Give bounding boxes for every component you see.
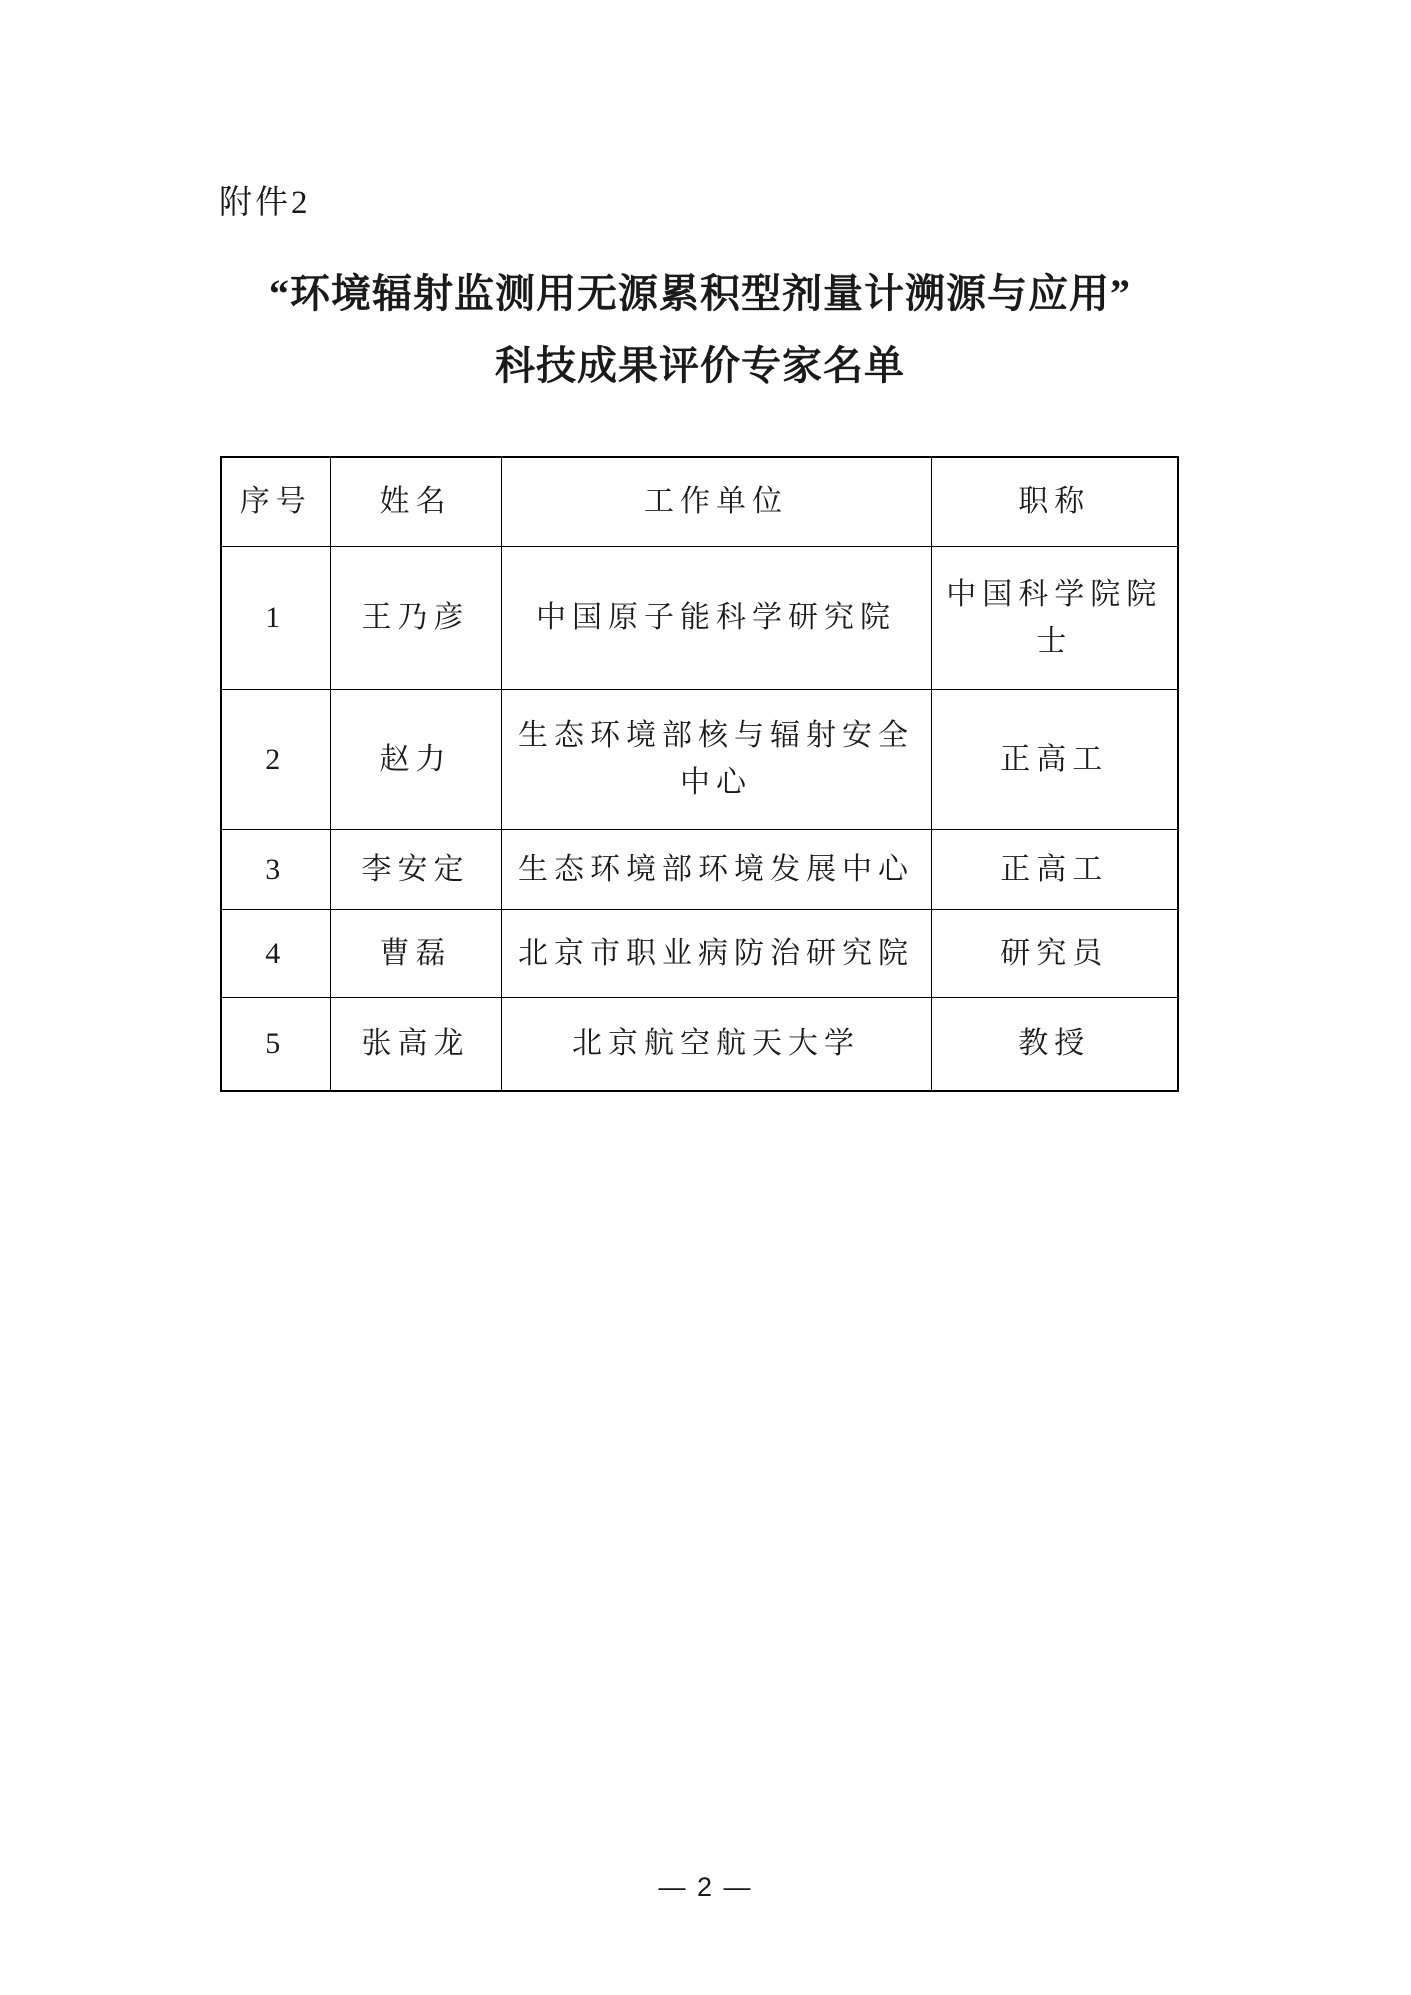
cell-name: 张高龙 (330, 997, 501, 1091)
table-row (221, 829, 1178, 909)
cell-title: 教授 (931, 997, 1178, 1091)
cell-organization: 中国原子能科学研究院 (501, 546, 931, 689)
cell-index: 3 (221, 829, 330, 909)
cell-index: 4 (221, 909, 330, 997)
attachment-label: 附件2 (219, 185, 311, 221)
cell-organization: 生态环境部核与辐射安全中心 (501, 689, 931, 829)
cell-organization: 生态环境部环境发展中心 (501, 829, 931, 909)
table-row (221, 909, 1178, 997)
document-title-line2: 科技成果评价专家名单 (495, 343, 905, 388)
header-index: 序号 (221, 457, 330, 546)
cell-name: 赵力 (330, 689, 501, 829)
document-title-line1: “环境辐射监测用无源累积型剂量计溯源与应用” (269, 271, 1131, 316)
cell-name: 王乃彦 (330, 546, 501, 689)
cell-name: 曹磊 (330, 909, 501, 997)
page-number: — 2 — (658, 1872, 753, 1902)
cell-title: 中国科学院院士 (931, 546, 1178, 689)
header-organization: 工作单位 (501, 457, 931, 546)
cell-organization: 北京市职业病防治研究院 (501, 909, 931, 997)
table-row (221, 689, 1178, 829)
table-header-row (221, 457, 1178, 546)
document-title (150, 258, 1250, 402)
table-row (221, 546, 1178, 689)
header-name: 姓名 (330, 457, 501, 546)
cell-index: 1 (221, 546, 330, 689)
cell-index: 5 (221, 997, 330, 1091)
table-row (221, 997, 1178, 1091)
header-title: 职称 (931, 457, 1178, 546)
cell-organization: 北京航空航天大学 (501, 997, 931, 1091)
cell-name: 李安定 (330, 829, 501, 909)
cell-title: 正高工 (931, 689, 1178, 829)
cell-title: 研究员 (931, 909, 1178, 997)
cell-index: 2 (221, 689, 330, 829)
experts-table (220, 456, 1179, 1092)
cell-title: 正高工 (931, 829, 1178, 909)
